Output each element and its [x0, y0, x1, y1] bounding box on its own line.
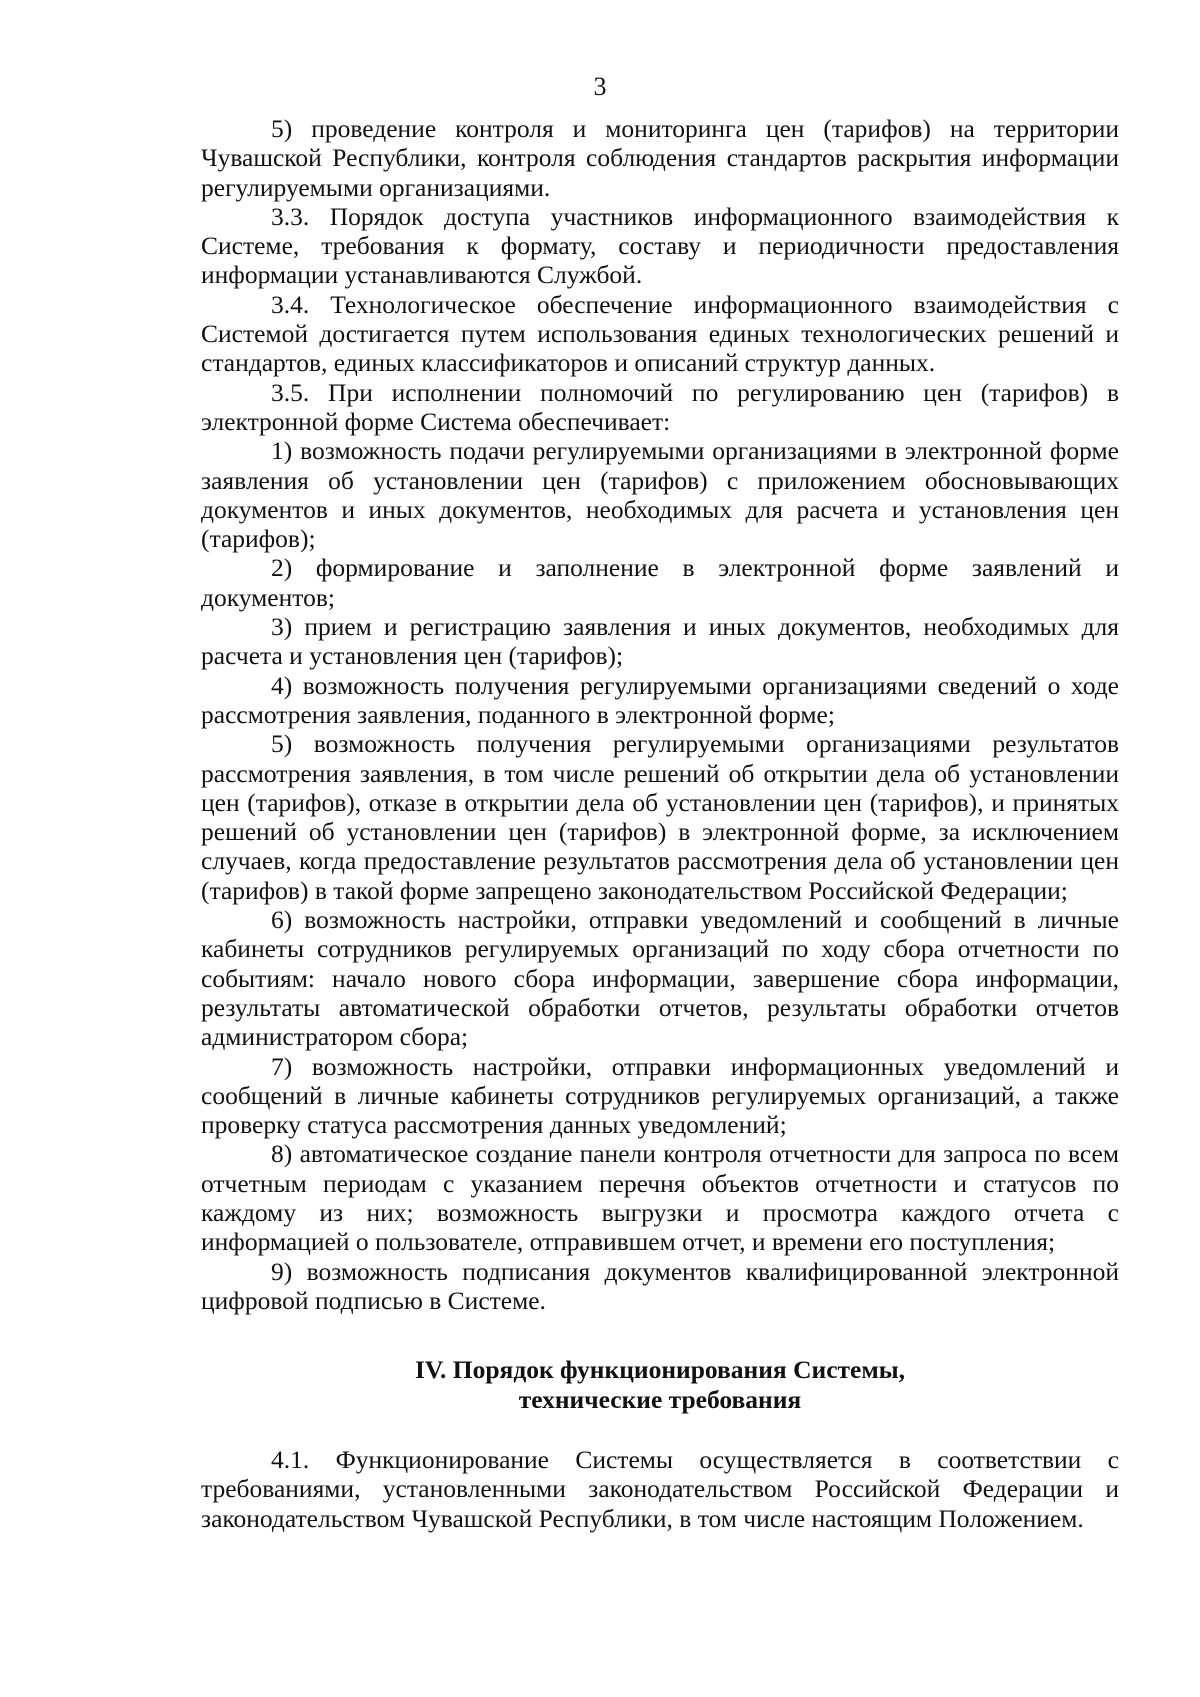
section-heading [201, 1355, 1119, 1415]
document-body [201, 114, 1119, 1533]
paragraph-3-5: 3.5. При исполнении полномочий по регулированию цен (тарифов) в электронной форме Система обеспечивает: [201, 377, 1119, 436]
section-title-line-2: технические требования [518, 1385, 802, 1415]
section-title-line-1: IV. Порядок функционирования Системы, [414, 1355, 906, 1385]
page-number: 3 [593, 72, 607, 101]
list-item-9: 9) возможность подписания документов квалифицированной электронной цифровой подписью в Системе. [201, 1256, 1119, 1315]
list-item-1: 1) возможность подачи регулируемыми организациями в электронной форме заявления об установлении цен (тарифов) с приложением обосновывающих документов и иных документов, необходимых для расчета и установления цен (тарифов); [201, 436, 1119, 554]
list-item-4: 4) возможность получения регулируемыми организациями сведений о ходе рассмотрения заявления, поданного в электронной форме; [201, 670, 1119, 729]
list-item-5: 5) возможность получения регулируемыми организациями результатов рассмотрения заявления, в том числе решений об открытии дела об установлении цен (тарифов), отказе в открытии дела об установлении цен (тарифов), и принятых решений об установлении цен (тарифов) в электронной форме, за исключением случаев, когда предоставление результатов рассмотрения дела об установлении цен (тарифов) в такой форме запрещено законодательством Российской Федерации; [201, 729, 1119, 905]
list-item-6: 6) возможность настройки, отправки уведомлений и сообщений в личные кабинеты сотрудников регулируемых организаций по ходу сбора отчетности по событиям: начало нового сбора информации, завершение сбора информации, результаты автоматической обработки отчетов, результаты обработки отчетов администратором сбора; [201, 905, 1119, 1052]
paragraph-3-4: 3.4. Технологическое обеспечение информационного взаимодействия с Системой достигается путем использования единых технологических решений и стандартов, единых классификаторов и описаний структур данных. [201, 289, 1119, 378]
paragraph-item-5-monitoring: 5) проведение контроля и мониторинга цен (тарифов) на территории Чувашской Республики, контроля соблюдения стандартов раскрытия информации регулируемыми организациями. [201, 114, 1119, 202]
paragraph-4-1: 4.1. Функционирование Системы осуществляется в соответствии с требованиями, установленными законодательством Российской Федерации и законодательством Чувашской Республики, в том числе настоящим Положением. [201, 1445, 1119, 1533]
list-item-8: 8) автоматическое создание панели контроля отчетности для запроса по всем отчетным периодам с указанием перечня объектов отчетности и статусов по каждому из них; возможность выгрузки и просмотра каждого отчета с информацией о пользователе, отправившем отчет, и времени его поступления; [201, 1139, 1119, 1257]
paragraph-3-3: 3.3. Порядок доступа участников информационного взаимодействия к Системе, требования к формату, составу и периодичности предоставления информации устанавливаются Службой. [201, 201, 1119, 290]
list-item-2: 2) формирование и заполнение в электронной форме заявлений и документов; [201, 553, 1119, 612]
list-item-7: 7) возможность настройки, отправки информационных уведомлений и сообщений в личные кабинеты сотрудников регулируемых организаций, а также проверку статуса рассмотрения данных уведомлений; [201, 1051, 1119, 1140]
list-item-3: 3) прием и регистрацию заявления и иных документов, необходимых для расчета и установления цен (тарифов); [201, 612, 1119, 671]
